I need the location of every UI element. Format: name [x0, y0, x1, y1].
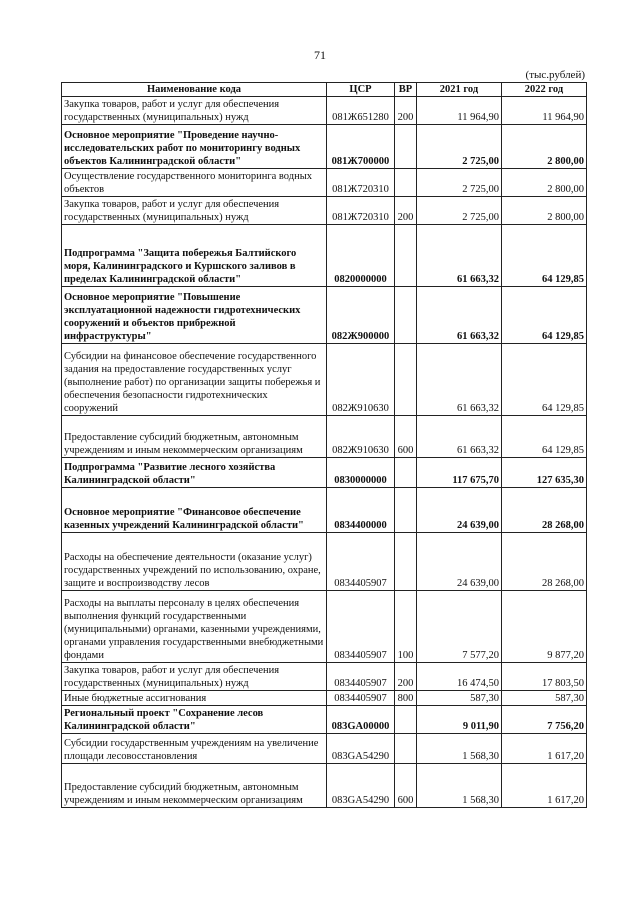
row-2021: 61 663,32: [417, 225, 502, 287]
row-2022: 64 129,85: [502, 287, 587, 344]
row-2021: 587,30: [417, 691, 502, 706]
row-vr: [395, 287, 417, 344]
row-name: Закупка товаров, работ и услуг для обеспечения государственных (муниципальных) нужд: [62, 663, 327, 691]
row-name: Иные бюджетные ассигнования: [62, 691, 327, 706]
row-vr: [395, 458, 417, 488]
row-name: Расходы на обеспечение деятельности (оказание услуг) государственных учреждений по использованию, охране, защите и воспроизводству лесов: [62, 533, 327, 591]
units-label: (тыс.рублей): [525, 69, 585, 81]
row-vr: 100: [395, 591, 417, 663]
row-2022: 1 617,20: [502, 734, 587, 764]
row-csr: 0834400000: [327, 488, 395, 533]
row-name: Основное мероприятие "Финансовое обеспечение казенных учреждений Калининградской области": [62, 488, 327, 533]
row-name: Региональный проект "Сохранение лесов Калининградской области": [62, 706, 327, 734]
row-2021: 1 568,30: [417, 764, 502, 808]
row-2021: 117 675,70: [417, 458, 502, 488]
row-2022: 17 803,50: [502, 663, 587, 691]
row-csr: 083GA54290: [327, 734, 395, 764]
row-name: Подпрограмма "Развитие лесного хозяйства Калининградской области": [62, 458, 327, 488]
row-csr: 0834405907: [327, 533, 395, 591]
row-csr: 082Ж910630: [327, 344, 395, 416]
table-row: [62, 591, 587, 663]
row-csr: 081Ж720310: [327, 169, 395, 197]
row-2022: 28 268,00: [502, 533, 587, 591]
row-2021: 24 639,00: [417, 488, 502, 533]
row-name: Осуществление государственного мониторинга водных объектов: [62, 169, 327, 197]
row-2022: 587,30: [502, 691, 587, 706]
row-csr: 0820000000: [327, 225, 395, 287]
table-row: [62, 197, 587, 225]
row-2021: 2 725,00: [417, 125, 502, 169]
row-csr: 0830000000: [327, 458, 395, 488]
row-2021: 1 568,30: [417, 734, 502, 764]
row-2022: 2 800,00: [502, 169, 587, 197]
row-vr: 800: [395, 691, 417, 706]
row-vr: [395, 706, 417, 734]
table-row: [62, 225, 587, 287]
row-2022: 64 129,85: [502, 416, 587, 458]
row-csr: 081Ж700000: [327, 125, 395, 169]
row-csr: 081Ж720310: [327, 197, 395, 225]
row-name: Предоставление субсидий бюджетным, автономным учреждениям и иным некоммерческим организациям: [62, 416, 327, 458]
row-vr: 200: [395, 197, 417, 225]
row-name: Предоставление субсидий бюджетным, автономным учреждениям и иным некоммерческим организациям: [62, 764, 327, 808]
header-name: Наименование кода: [62, 83, 327, 97]
header-2022: 2022 год: [502, 83, 587, 97]
row-vr: 600: [395, 416, 417, 458]
table-row: [62, 533, 587, 591]
row-2021: 24 639,00: [417, 533, 502, 591]
row-csr: 082Ж900000: [327, 287, 395, 344]
table-row: [62, 706, 587, 734]
row-2021: 11 964,90: [417, 97, 502, 125]
table-row: [62, 458, 587, 488]
header-2021: 2021 год: [417, 83, 502, 97]
row-csr: 083GA54290: [327, 764, 395, 808]
row-2021: 61 663,32: [417, 287, 502, 344]
row-2022: 2 800,00: [502, 125, 587, 169]
row-csr: 0834405907: [327, 691, 395, 706]
row-name: Расходы на выплаты персоналу в целях обеспечения выполнения функций государственными (муниципальными) органами, казенными учреждениями, органами управления государственными внебюджетными фондами: [62, 591, 327, 663]
row-2022: 28 268,00: [502, 488, 587, 533]
table-row: [62, 764, 587, 808]
row-csr: 082Ж910630: [327, 416, 395, 458]
row-vr: [395, 344, 417, 416]
table-row: [62, 97, 587, 125]
row-name: Основное мероприятие "Повышение эксплуатационной надежности гидротехнических сооружений и объектов прибрежной инфраструктуры": [62, 287, 327, 344]
row-2021: 7 577,20: [417, 591, 502, 663]
row-name: Подпрограмма "Защита побережья Балтийского моря, Калининградского и Куршского заливов в пределах Калининградской области": [62, 225, 327, 287]
row-vr: [395, 125, 417, 169]
row-csr: 0834405907: [327, 663, 395, 691]
table-row: [62, 344, 587, 416]
page-number: 71: [314, 48, 326, 62]
header-vr: ВР: [395, 83, 417, 97]
table-header-row: [62, 83, 587, 97]
table-row: [62, 287, 587, 344]
table-row: [62, 691, 587, 706]
table-row: [62, 125, 587, 169]
budget-table: [61, 82, 587, 808]
row-csr: 081Ж651280: [327, 97, 395, 125]
row-csr: 0834405907: [327, 591, 395, 663]
row-name: Закупка товаров, работ и услуг для обеспечения государственных (муниципальных) нужд: [62, 197, 327, 225]
row-2022: 2 800,00: [502, 197, 587, 225]
row-vr: [395, 169, 417, 197]
table-row: [62, 169, 587, 197]
row-2022: 127 635,30: [502, 458, 587, 488]
table-row: [62, 734, 587, 764]
row-2021: 2 725,00: [417, 169, 502, 197]
row-vr: [395, 533, 417, 591]
row-vr: [395, 734, 417, 764]
row-2022: 64 129,85: [502, 225, 587, 287]
row-2021: 61 663,32: [417, 344, 502, 416]
row-name: Закупка товаров, работ и услуг для обеспечения государственных (муниципальных) нужд: [62, 97, 327, 125]
header-csr: ЦСР: [327, 83, 395, 97]
row-2022: 11 964,90: [502, 97, 587, 125]
row-name: Основное мероприятие "Проведение научно-исследовательских работ по мониторингу водных объектов Калининградской области": [62, 125, 327, 169]
row-2021: 16 474,50: [417, 663, 502, 691]
row-2022: 1 617,20: [502, 764, 587, 808]
row-2021: 61 663,32: [417, 416, 502, 458]
row-2022: 64 129,85: [502, 344, 587, 416]
row-2021: 9 011,90: [417, 706, 502, 734]
table-row: [62, 488, 587, 533]
row-vr: 200: [395, 97, 417, 125]
table-row: [62, 663, 587, 691]
table-row: [62, 416, 587, 458]
row-2022: 9 877,20: [502, 591, 587, 663]
row-2021: 2 725,00: [417, 197, 502, 225]
row-vr: [395, 225, 417, 287]
row-vr: 200: [395, 663, 417, 691]
row-vr: 600: [395, 764, 417, 808]
row-name: Субсидии на финансовое обеспечение государственного задания на предоставление государственных услуг (выполнение работ) по организации защиты побережья и обеспечения безопасности гидротехнических сооружений: [62, 344, 327, 416]
row-2022: 7 756,20: [502, 706, 587, 734]
row-vr: [395, 488, 417, 533]
row-csr: 083GA00000: [327, 706, 395, 734]
row-name: Субсидии государственным учреждениям на увеличение площади лесовосстановления: [62, 734, 327, 764]
